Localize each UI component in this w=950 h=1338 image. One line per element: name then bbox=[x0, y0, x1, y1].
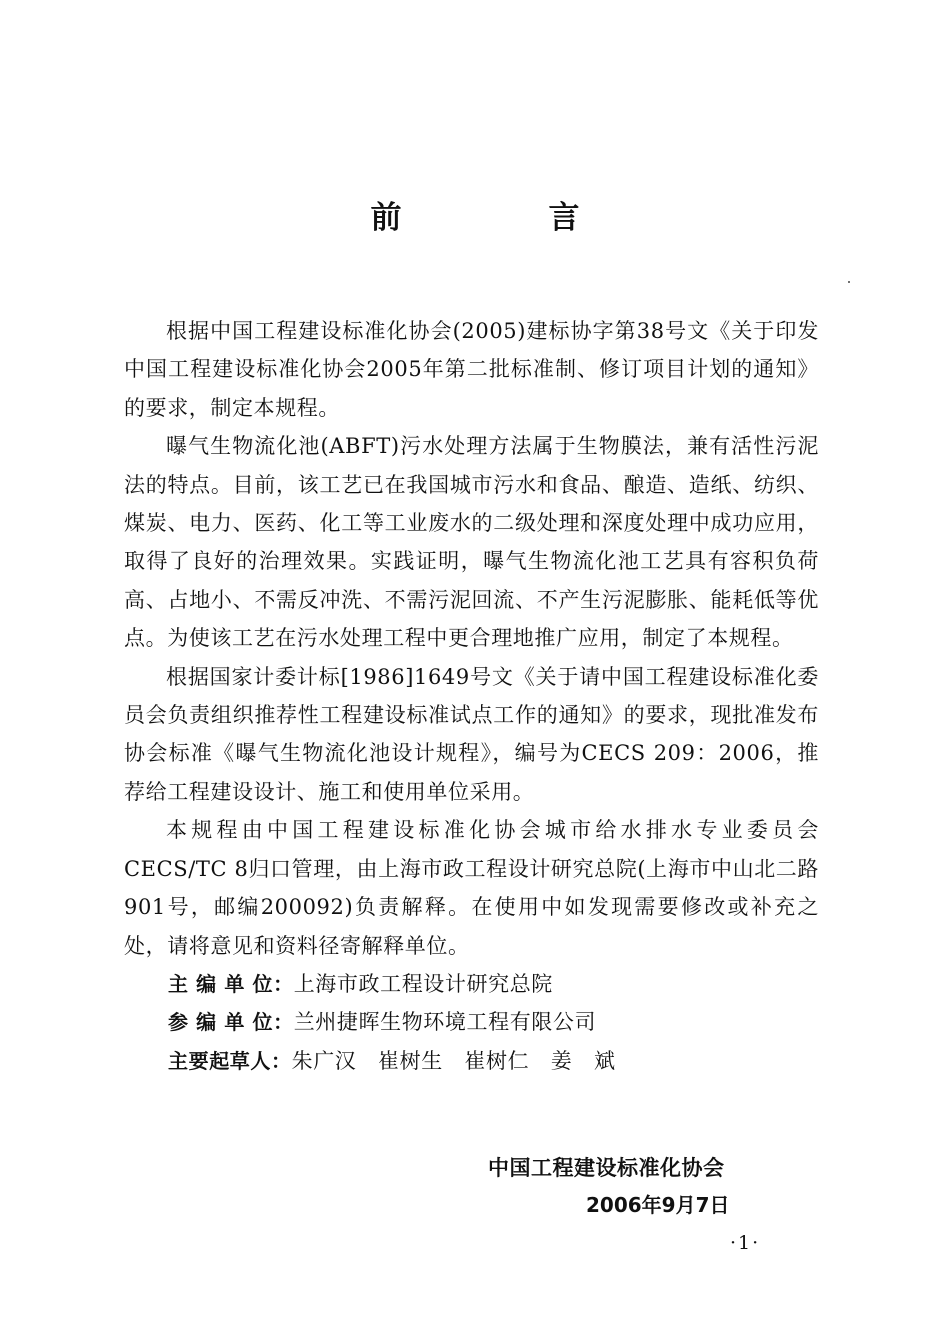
paragraph-4: 本规程由中国工程建设标准化协会城市给水排水专业委员会CECS/TC 8归口管理，由上海市政工程设计研究总院(上海市中山北二路901号，邮编200092)负责解释。在使用中如发现需要修改或补充之处，请将意见和资料径寄解释单位。 bbox=[124, 818, 819, 958]
signatory-value: 兰州捷晖生物环境工程有限公司 bbox=[293, 1010, 597, 1035]
issuing-organization: 中国工程建设标准化协会 bbox=[488, 1156, 725, 1180]
signatory-participating-unit bbox=[124, 1003, 819, 1041]
signatory-label: 主 编 单 位： bbox=[168, 971, 294, 996]
signatory-value: 朱广汉 崔树生 崔树仁 姜 斌 bbox=[291, 1048, 616, 1073]
issue-date: 2006年9月7日 bbox=[586, 1193, 730, 1217]
preface-body bbox=[124, 312, 819, 1080]
paragraph-2: 曝气生物流化池(ABFT)污水处理方法属于生物膜法，兼有活性污泥法的特点。目前，该工艺已在我国城市污水和食品、酿造、造纸、纺织、煤炭、电力、医药、化工等工业废水的二级处理和深度处理中成功应用，取得了良好的治理效果。实践证明，曝气生物流化池工艺具有容积负荷高、占地小、不需反冲洗、不需污泥回流、不产生污泥膨胀、能耗低等优点。为使该工艺在污水处理工程中更合理地推广应用，制定了本规程。 bbox=[124, 434, 819, 651]
signatory-chief-editor bbox=[124, 965, 819, 1003]
signatory-label: 参 编 单 位： bbox=[168, 1010, 294, 1035]
signatory-drafters bbox=[124, 1042, 819, 1080]
scan-speck bbox=[848, 281, 850, 283]
signatory-value: 上海市政工程设计研究总院 bbox=[293, 971, 553, 996]
page-number: ·1· bbox=[730, 1232, 761, 1254]
signatory-label: 主要起草人： bbox=[168, 1048, 292, 1073]
page-title: 前 言 bbox=[370, 200, 638, 236]
paragraph-3: 根据国家计委计标[1986]1649号文《关于请中国工程建设标准化委员会负责组织推荐性工程建设标准试点工作的通知》的要求，现批准发布协会标准《曝气生物流化池设计规程》，编号为CECS 209：2006，推荐给工程建设设计、施工和使用单位采用。 bbox=[124, 664, 819, 804]
paragraph-1: 根据中国工程建设标准化协会(2005)建标协字第38号文《关于印发中国工程建设标准化协会2005年第二批标准制、修订项目计划的通知》的要求，制定本规程。 bbox=[124, 319, 819, 420]
